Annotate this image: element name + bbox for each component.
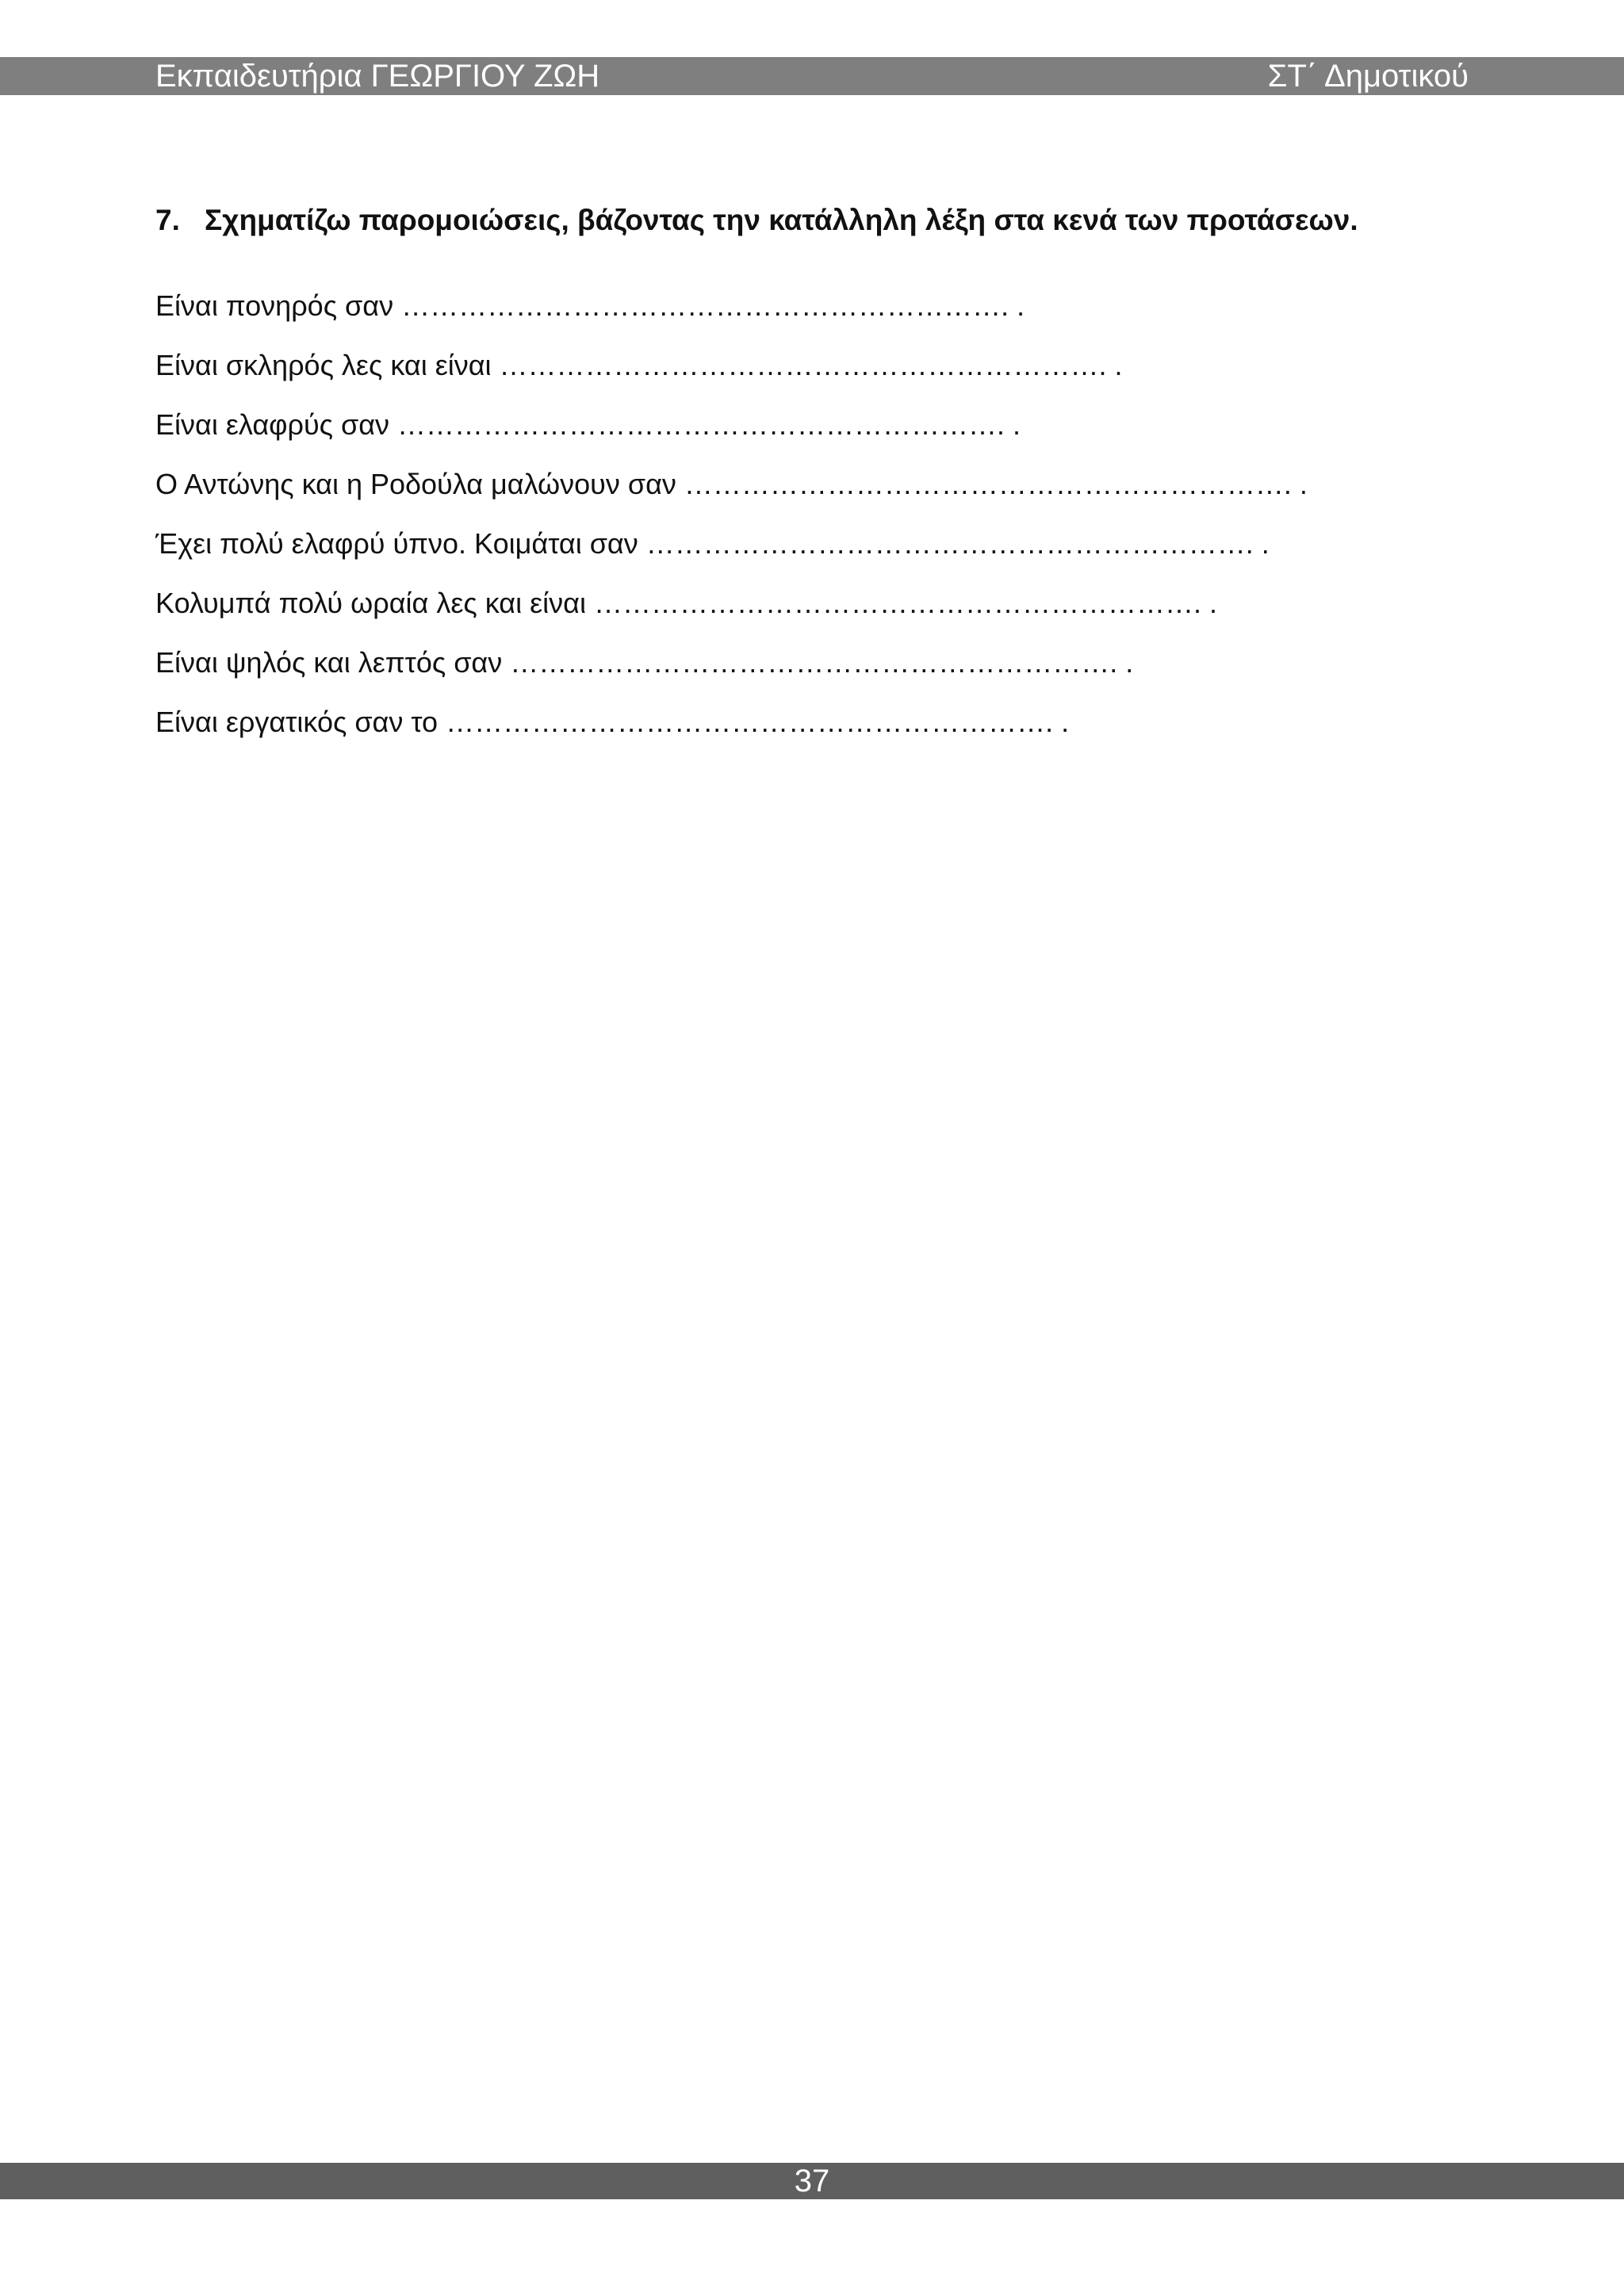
page-number: 37	[794, 2164, 830, 2198]
sentence-line	[155, 514, 1472, 573]
fill-in-blank[interactable]: ………………………………………………………. .	[684, 468, 1308, 500]
sentence-line	[155, 573, 1472, 633]
fill-in-blank[interactable]: ………………………………………………………. .	[510, 646, 1134, 679]
fill-in-blank[interactable]: ………………………………………………………. .	[593, 587, 1217, 619]
sentence-prefix: Είναι σκληρός λες και είναι	[155, 349, 492, 381]
page-header	[0, 57, 1624, 95]
fill-in-blank[interactable]: ………………………………………………………. .	[499, 349, 1123, 381]
exercise-instruction: Σχηματίζω παρομοιώσεις, βάζοντας την κατάλληλη λέξη στα κενά των προτάσεων.	[205, 204, 1358, 236]
sentence-list	[155, 276, 1472, 752]
fill-in-blank[interactable]: ………………………………………………………. .	[446, 706, 1070, 738]
sentence-line	[155, 395, 1472, 454]
exercise-number: 7.	[155, 204, 180, 236]
sentence-prefix: Κολυμπά πολύ ωραία λες και είναι	[155, 587, 586, 619]
sentence-prefix: Είναι πονηρός σαν	[155, 289, 394, 322]
exercise-title	[155, 197, 1472, 244]
sentence-line	[155, 692, 1472, 752]
sentence-prefix: Έχει πολύ ελαφρύ ύπνο. Κοιμάται σαν	[155, 527, 638, 560]
sentence-prefix: Είναι εργατικός σαν το	[155, 706, 439, 738]
school-name: Εκπαιδευτήρια ΓΕΩΡΓΙΟΥ ΖΩΗ	[155, 59, 600, 94]
sentence-line	[155, 335, 1472, 395]
fill-in-blank[interactable]: ………………………………………………………. .	[397, 408, 1021, 441]
sentence-prefix: Ο Αντώνης και η Ροδούλα μαλώνουν σαν	[155, 468, 676, 500]
sentence-line	[155, 633, 1472, 692]
page-footer	[0, 2163, 1624, 2199]
sentence-prefix: Είναι ελαφρύς σαν	[155, 408, 390, 441]
sentence-line	[155, 454, 1472, 514]
fill-in-blank[interactable]: ………………………………………………………. .	[401, 289, 1025, 322]
exercise-section	[155, 197, 1472, 752]
sentence-prefix: Είναι ψηλός και λεπτός σαν	[155, 646, 503, 679]
grade-label: ΣΤ΄ Δημοτικού	[1267, 59, 1469, 94]
fill-in-blank[interactable]: ………………………………………………………. .	[645, 527, 1270, 560]
sentence-line	[155, 276, 1472, 335]
